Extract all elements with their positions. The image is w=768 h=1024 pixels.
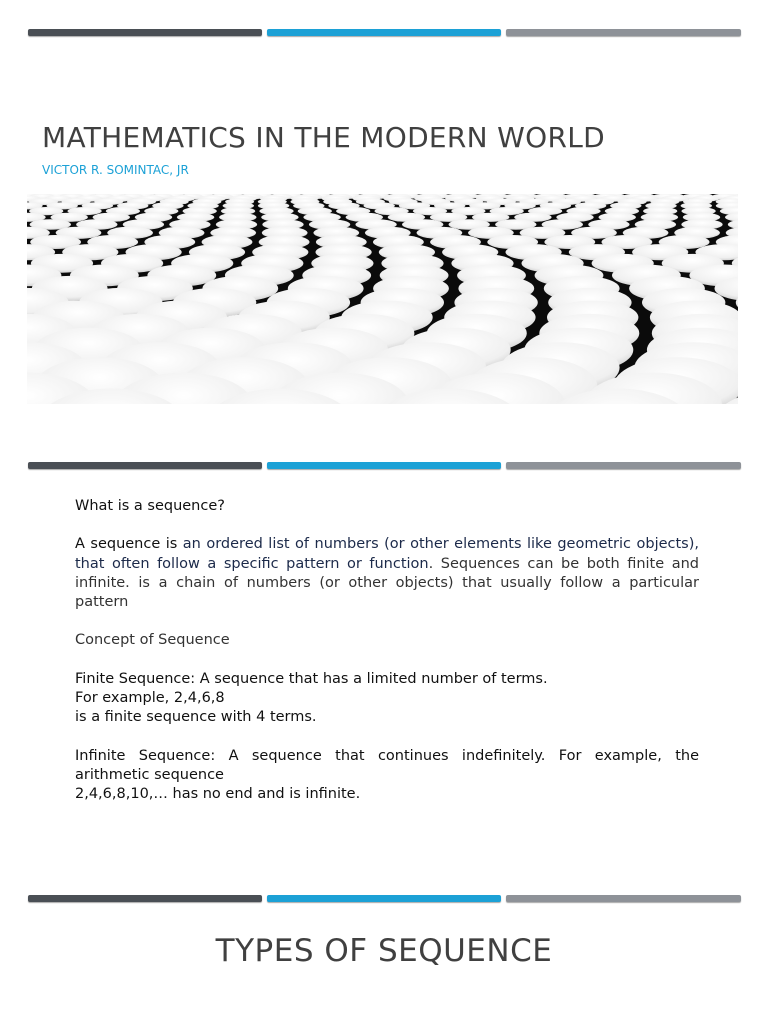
accent-bar-blue <box>267 462 501 469</box>
definition-start: A sequence is <box>75 536 183 553</box>
slide-3-accent-bars <box>28 895 741 903</box>
accent-bar-dark <box>28 29 262 36</box>
accent-bar-dark <box>28 895 262 902</box>
slide-title: MATHEMATICS IN THE MODERN WORLD <box>42 121 605 154</box>
finite-note: is a finite sequence with 4 terms. <box>75 709 317 726</box>
accent-bar-gray <box>506 29 741 36</box>
definition-end: . Sequences can be both finite and infinite. is a chain of numbers (or other objects) that usually follow a particular pattern <box>75 555 699 610</box>
disc-pattern-photo <box>27 194 738 404</box>
definition-paragraph <box>75 535 699 612</box>
slide-1-accent-bars <box>28 29 741 37</box>
slide-3-title: TYPES OF SEQUENCE <box>215 933 553 969</box>
accent-bar-gray <box>506 462 741 469</box>
definition-highlight: an ordered list of numbers (or other elements like geometric objects), that often follow a specific pattern or function <box>75 536 699 572</box>
infinite-example: 2,4,6,8,10,… has no end and is infinite. <box>75 785 361 802</box>
finite-definition: Finite Sequence: A sequence that has a limited number of terms. <box>75 670 548 687</box>
finite-example: For example, 2,4,6,8 <box>75 689 225 706</box>
accent-bar-dark <box>28 462 262 469</box>
infinite-definition: Infinite Sequence: A sequence that continues indefinitely. For example, the arithmetic sequence <box>75 747 699 783</box>
accent-bar-blue <box>267 895 501 902</box>
sequence-explanation <box>75 497 699 804</box>
disc-pattern-image <box>27 194 738 404</box>
accent-bar-gray <box>506 895 741 902</box>
concept-heading: Concept of Sequence <box>75 632 230 649</box>
question-heading: What is a sequence? <box>75 498 225 514</box>
accent-bar-blue <box>267 29 501 36</box>
slide-subtitle: VICTOR R. SOMINTAC, JR <box>42 163 189 177</box>
slide-2-accent-bars <box>28 462 741 470</box>
